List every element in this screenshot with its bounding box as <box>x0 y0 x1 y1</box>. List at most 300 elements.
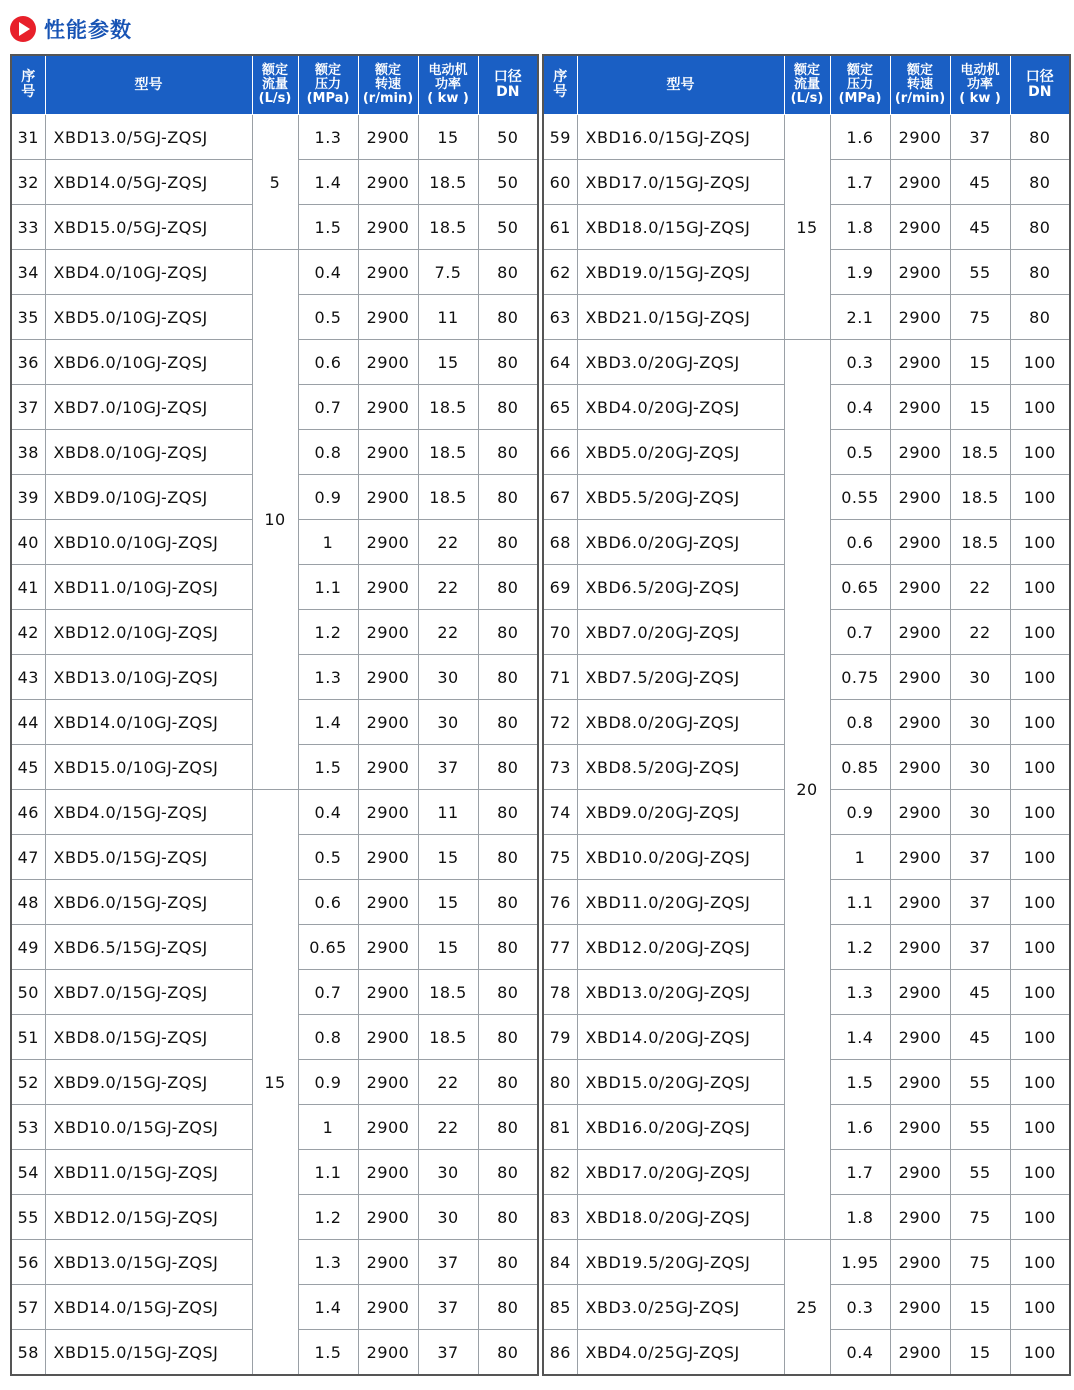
cell-seq: 59 <box>543 115 577 160</box>
cell-seq: 51 <box>11 1015 45 1060</box>
cell-seq: 38 <box>11 430 45 475</box>
header-seq <box>543 55 577 115</box>
cell-speed: 2900 <box>890 880 950 925</box>
cell-power: 30 <box>418 655 478 700</box>
cell-power: 18.5 <box>418 385 478 430</box>
header-seq-line: 序 <box>21 69 36 85</box>
cell-speed: 2900 <box>358 565 418 610</box>
section-title <box>10 12 132 46</box>
cell-pressure: 1.6 <box>830 115 890 160</box>
cell-speed: 2900 <box>890 655 950 700</box>
cell-pressure: 0.7 <box>298 970 358 1015</box>
cell-seq: 58 <box>11 1330 45 1376</box>
cell-model: XBD14.0/10GJ-ZQSJ <box>45 700 252 745</box>
header-dn <box>1010 55 1070 115</box>
cell-flow: 15 <box>252 790 298 1376</box>
header-model: 型号 <box>45 55 252 115</box>
cell-dn: 80 <box>478 295 538 340</box>
cell-seq: 67 <box>543 475 577 520</box>
cell-seq: 55 <box>11 1195 45 1240</box>
header-dn-line: DN <box>1028 84 1052 100</box>
table-row <box>11 250 538 295</box>
cell-model: XBD5.5/20GJ-ZQSJ <box>577 475 784 520</box>
section-title-text: 性能参数 <box>44 18 132 42</box>
cell-model: XBD19.5/20GJ-ZQSJ <box>577 1240 784 1285</box>
cell-power: 22 <box>950 610 1010 655</box>
cell-power: 37 <box>950 880 1010 925</box>
cell-dn: 100 <box>1010 700 1070 745</box>
cell-model: XBD11.0/20GJ-ZQSJ <box>577 880 784 925</box>
header-power <box>418 55 478 115</box>
cell-seq: 61 <box>543 205 577 250</box>
cell-speed: 2900 <box>358 160 418 205</box>
cell-speed: 2900 <box>890 385 950 430</box>
cell-speed: 2900 <box>890 160 950 205</box>
cell-model: XBD4.0/15GJ-ZQSJ <box>45 790 252 835</box>
header-speed-line: 转速 <box>906 77 933 92</box>
cell-speed: 2900 <box>358 925 418 970</box>
header-flow-line: 流量 <box>261 77 288 92</box>
cell-speed: 2900 <box>890 205 950 250</box>
cell-seq: 74 <box>543 790 577 835</box>
cell-model: XBD13.0/20GJ-ZQSJ <box>577 970 784 1015</box>
cell-speed: 2900 <box>890 1150 950 1195</box>
cell-power: 55 <box>950 250 1010 295</box>
cell-speed: 2900 <box>890 340 950 385</box>
cell-model: XBD15.0/10GJ-ZQSJ <box>45 745 252 790</box>
cell-dn: 100 <box>1010 520 1070 565</box>
cell-model: XBD10.0/10GJ-ZQSJ <box>45 520 252 565</box>
cell-model: XBD9.0/20GJ-ZQSJ <box>577 790 784 835</box>
cell-model: XBD3.0/20GJ-ZQSJ <box>577 340 784 385</box>
cell-seq: 86 <box>543 1330 577 1376</box>
cell-dn: 80 <box>478 1150 538 1195</box>
cell-speed: 2900 <box>890 565 950 610</box>
cell-speed: 2900 <box>358 115 418 160</box>
cell-flow: 20 <box>784 340 830 1240</box>
cell-pressure: 1.4 <box>298 700 358 745</box>
cell-pressure: 0.8 <box>298 430 358 475</box>
cell-seq: 34 <box>11 250 45 295</box>
cell-power: 75 <box>950 295 1010 340</box>
cell-model: XBD10.0/20GJ-ZQSJ <box>577 835 784 880</box>
cell-power: 30 <box>418 700 478 745</box>
cell-speed: 2900 <box>890 1105 950 1150</box>
cell-pressure: 0.55 <box>830 475 890 520</box>
cell-dn: 100 <box>1010 475 1070 520</box>
cell-speed: 2900 <box>358 1195 418 1240</box>
cell-model: XBD9.0/15GJ-ZQSJ <box>45 1060 252 1105</box>
cell-seq: 39 <box>11 475 45 520</box>
header-speed <box>358 55 418 115</box>
cell-speed: 2900 <box>890 430 950 475</box>
cell-dn: 80 <box>478 250 538 295</box>
header-pressure <box>298 55 358 115</box>
cell-seq: 43 <box>11 655 45 700</box>
cell-power: 45 <box>950 160 1010 205</box>
cell-pressure: 0.7 <box>830 610 890 655</box>
cell-dn: 80 <box>478 925 538 970</box>
cell-speed: 2900 <box>890 1060 950 1105</box>
cell-pressure: 1.9 <box>830 250 890 295</box>
header-flow <box>784 55 830 115</box>
cell-speed: 2900 <box>890 250 950 295</box>
cell-speed: 2900 <box>358 790 418 835</box>
cell-dn: 100 <box>1010 565 1070 610</box>
cell-seq: 37 <box>11 385 45 430</box>
cell-dn: 80 <box>478 1060 538 1105</box>
cell-dn: 80 <box>478 565 538 610</box>
header-dn-line: 口径 <box>493 69 522 85</box>
cell-speed: 2900 <box>358 385 418 430</box>
cell-speed: 2900 <box>358 250 418 295</box>
cell-speed: 2900 <box>358 970 418 1015</box>
cell-speed: 2900 <box>890 1015 950 1060</box>
cell-pressure: 1.4 <box>298 160 358 205</box>
cell-pressure: 1.2 <box>830 925 890 970</box>
cell-speed: 2900 <box>890 610 950 655</box>
cell-power: 30 <box>418 1150 478 1195</box>
cell-power: 15 <box>418 880 478 925</box>
cell-dn: 80 <box>1010 205 1070 250</box>
cell-seq: 82 <box>543 1150 577 1195</box>
cell-speed: 2900 <box>890 745 950 790</box>
header-flow-line: 额定 <box>793 63 820 78</box>
cell-power: 18.5 <box>950 520 1010 565</box>
header-flow-line: 流量 <box>793 77 820 92</box>
cell-seq: 71 <box>543 655 577 700</box>
cell-model: XBD12.0/15GJ-ZQSJ <box>45 1195 252 1240</box>
cell-seq: 69 <box>543 565 577 610</box>
cell-model: XBD4.0/25GJ-ZQSJ <box>577 1330 784 1376</box>
cell-pressure: 1.3 <box>298 655 358 700</box>
cell-model: XBD16.0/20GJ-ZQSJ <box>577 1105 784 1150</box>
cell-seq: 70 <box>543 610 577 655</box>
header-power-line: 电动机 <box>960 63 1000 78</box>
cell-seq: 40 <box>11 520 45 565</box>
header-pressure-line: 压力 <box>846 77 873 92</box>
spec-table-right <box>542 54 1071 1376</box>
table-row <box>11 115 538 160</box>
cell-seq: 41 <box>11 565 45 610</box>
cell-pressure: 0.7 <box>298 385 358 430</box>
cell-power: 45 <box>950 970 1010 1015</box>
cell-model: XBD15.0/5GJ-ZQSJ <box>45 205 252 250</box>
cell-seq: 72 <box>543 700 577 745</box>
cell-power: 45 <box>950 1015 1010 1060</box>
cell-model: XBD13.0/5GJ-ZQSJ <box>45 115 252 160</box>
cell-speed: 2900 <box>890 970 950 1015</box>
cell-speed: 2900 <box>358 520 418 565</box>
cell-speed: 2900 <box>358 745 418 790</box>
cell-dn: 80 <box>478 655 538 700</box>
cell-seq: 47 <box>11 835 45 880</box>
cell-pressure: 1.2 <box>298 610 358 655</box>
header-dn-line: DN <box>496 84 520 100</box>
cell-dn: 100 <box>1010 925 1070 970</box>
cell-power: 15 <box>950 385 1010 430</box>
cell-pressure: 1.1 <box>830 880 890 925</box>
cell-model: XBD15.0/20GJ-ZQSJ <box>577 1060 784 1105</box>
cell-speed: 2900 <box>890 1240 950 1285</box>
cell-flow: 25 <box>784 1240 830 1376</box>
cell-seq: 64 <box>543 340 577 385</box>
cell-power: 15 <box>418 340 478 385</box>
cell-power: 30 <box>950 790 1010 835</box>
cell-pressure: 1.1 <box>298 1150 358 1195</box>
cell-model: XBD17.0/15GJ-ZQSJ <box>577 160 784 205</box>
cell-speed: 2900 <box>890 295 950 340</box>
cell-dn: 80 <box>478 475 538 520</box>
cell-dn: 80 <box>478 610 538 655</box>
cell-seq: 75 <box>543 835 577 880</box>
cell-pressure: 1.5 <box>298 1330 358 1376</box>
cell-model: XBD12.0/20GJ-ZQSJ <box>577 925 784 970</box>
cell-speed: 2900 <box>358 1150 418 1195</box>
cell-speed: 2900 <box>358 700 418 745</box>
cell-seq: 62 <box>543 250 577 295</box>
cell-model: XBD7.5/20GJ-ZQSJ <box>577 655 784 700</box>
cell-dn: 50 <box>478 205 538 250</box>
cell-seq: 73 <box>543 745 577 790</box>
cell-seq: 35 <box>11 295 45 340</box>
table-header-row <box>543 55 1070 115</box>
header-speed-line: (r/min) <box>894 91 946 106</box>
cell-pressure: 0.3 <box>830 1285 890 1330</box>
cell-dn: 100 <box>1010 1285 1070 1330</box>
cell-seq: 81 <box>543 1105 577 1150</box>
cell-speed: 2900 <box>890 1330 950 1376</box>
cell-model: XBD13.0/10GJ-ZQSJ <box>45 655 252 700</box>
cell-power: 18.5 <box>418 1015 478 1060</box>
cell-power: 75 <box>950 1195 1010 1240</box>
cell-dn: 80 <box>1010 115 1070 160</box>
cell-dn: 100 <box>1010 790 1070 835</box>
cell-dn: 100 <box>1010 655 1070 700</box>
cell-dn: 100 <box>1010 880 1070 925</box>
cell-model: XBD8.0/20GJ-ZQSJ <box>577 700 784 745</box>
cell-model: XBD19.0/15GJ-ZQSJ <box>577 250 784 295</box>
cell-speed: 2900 <box>358 1330 418 1376</box>
cell-seq: 46 <box>11 790 45 835</box>
header-flow-line: 额定 <box>261 63 288 78</box>
cell-dn: 80 <box>478 520 538 565</box>
cell-speed: 2900 <box>358 835 418 880</box>
cell-model: XBD6.5/20GJ-ZQSJ <box>577 565 784 610</box>
cell-pressure: 1.3 <box>830 970 890 1015</box>
header-pressure <box>830 55 890 115</box>
cell-power: 75 <box>950 1240 1010 1285</box>
cell-pressure: 0.8 <box>830 700 890 745</box>
cell-power: 22 <box>418 610 478 655</box>
cell-seq: 84 <box>543 1240 577 1285</box>
cell-flow: 10 <box>252 250 298 790</box>
cell-dn: 80 <box>478 430 538 475</box>
header-pressure-line: 额定 <box>314 63 341 78</box>
cell-seq: 65 <box>543 385 577 430</box>
cell-dn: 80 <box>478 1105 538 1150</box>
cell-model: XBD11.0/15GJ-ZQSJ <box>45 1150 252 1195</box>
cell-speed: 2900 <box>358 880 418 925</box>
cell-dn: 100 <box>1010 1060 1070 1105</box>
header-pressure-line: 额定 <box>846 63 873 78</box>
cell-power: 30 <box>950 655 1010 700</box>
cell-power: 15 <box>950 340 1010 385</box>
header-seq-line: 号 <box>21 84 36 100</box>
cell-pressure: 1.7 <box>830 160 890 205</box>
cell-model: XBD21.0/15GJ-ZQSJ <box>577 295 784 340</box>
cell-pressure: 0.65 <box>830 565 890 610</box>
cell-speed: 2900 <box>358 1105 418 1150</box>
cell-dn: 80 <box>478 880 538 925</box>
cell-pressure: 0.4 <box>298 250 358 295</box>
cell-speed: 2900 <box>890 835 950 880</box>
cell-pressure: 1.2 <box>298 1195 358 1240</box>
spec-table-left <box>10 54 539 1376</box>
cell-pressure: 0.4 <box>298 790 358 835</box>
cell-pressure: 1.3 <box>298 1240 358 1285</box>
cell-model: XBD15.0/15GJ-ZQSJ <box>45 1330 252 1376</box>
cell-dn: 100 <box>1010 1330 1070 1376</box>
cell-speed: 2900 <box>890 790 950 835</box>
cell-pressure: 0.9 <box>298 475 358 520</box>
header-speed-line: (r/min) <box>362 91 414 106</box>
cell-pressure: 1.4 <box>298 1285 358 1330</box>
header-pressure-line: 压力 <box>314 77 341 92</box>
cell-power: 15 <box>418 115 478 160</box>
cell-dn: 100 <box>1010 835 1070 880</box>
header-dn-line: 口径 <box>1025 69 1054 85</box>
cell-power: 45 <box>950 205 1010 250</box>
cell-seq: 78 <box>543 970 577 1015</box>
header-power <box>950 55 1010 115</box>
table-row <box>11 790 538 835</box>
table-header-row <box>11 55 538 115</box>
cell-model: XBD14.0/5GJ-ZQSJ <box>45 160 252 205</box>
cell-power: 22 <box>418 520 478 565</box>
cell-power: 37 <box>418 1285 478 1330</box>
cell-seq: 56 <box>11 1240 45 1285</box>
cell-seq: 68 <box>543 520 577 565</box>
cell-pressure: 0.9 <box>830 790 890 835</box>
cell-dn: 50 <box>478 160 538 205</box>
header-seq-line: 号 <box>553 84 568 100</box>
cell-dn: 100 <box>1010 385 1070 430</box>
cell-pressure: 0.9 <box>298 1060 358 1105</box>
cell-seq: 49 <box>11 925 45 970</box>
cell-dn: 80 <box>478 1240 538 1285</box>
cell-dn: 100 <box>1010 1240 1070 1285</box>
cell-power: 11 <box>418 295 478 340</box>
cell-dn: 80 <box>478 790 538 835</box>
cell-dn: 100 <box>1010 1105 1070 1150</box>
cell-model: XBD14.0/15GJ-ZQSJ <box>45 1285 252 1330</box>
cell-seq: 63 <box>543 295 577 340</box>
cell-model: XBD4.0/20GJ-ZQSJ <box>577 385 784 430</box>
cell-pressure: 1.5 <box>298 745 358 790</box>
cell-model: XBD6.0/20GJ-ZQSJ <box>577 520 784 565</box>
cell-model: XBD7.0/10GJ-ZQSJ <box>45 385 252 430</box>
cell-model: XBD3.0/25GJ-ZQSJ <box>577 1285 784 1330</box>
cell-speed: 2900 <box>358 1060 418 1105</box>
cell-speed: 2900 <box>890 925 950 970</box>
cell-seq: 60 <box>543 160 577 205</box>
cell-model: XBD6.0/10GJ-ZQSJ <box>45 340 252 385</box>
cell-power: 15 <box>950 1330 1010 1376</box>
cell-seq: 48 <box>11 880 45 925</box>
cell-power: 37 <box>950 925 1010 970</box>
cell-power: 37 <box>418 1330 478 1376</box>
cell-speed: 2900 <box>358 295 418 340</box>
cell-seq: 50 <box>11 970 45 1015</box>
cell-seq: 85 <box>543 1285 577 1330</box>
cell-dn: 100 <box>1010 610 1070 655</box>
cell-model: XBD6.0/15GJ-ZQSJ <box>45 880 252 925</box>
cell-power: 37 <box>950 115 1010 160</box>
cell-pressure: 1 <box>298 1105 358 1150</box>
cell-seq: 33 <box>11 205 45 250</box>
cell-pressure: 0.3 <box>830 340 890 385</box>
cell-model: XBD4.0/10GJ-ZQSJ <box>45 250 252 295</box>
cell-dn: 80 <box>478 1330 538 1376</box>
cell-dn: 80 <box>478 340 538 385</box>
cell-model: XBD8.5/20GJ-ZQSJ <box>577 745 784 790</box>
header-dn <box>478 55 538 115</box>
cell-power: 37 <box>418 745 478 790</box>
cell-seq: 31 <box>11 115 45 160</box>
cell-speed: 2900 <box>358 475 418 520</box>
header-seq-line: 序 <box>553 69 568 85</box>
cell-seq: 83 <box>543 1195 577 1240</box>
header-speed-line: 转速 <box>374 77 401 92</box>
cell-power: 18.5 <box>418 430 478 475</box>
cell-power: 22 <box>418 1060 478 1105</box>
cell-model: XBD7.0/15GJ-ZQSJ <box>45 970 252 1015</box>
cell-speed: 2900 <box>890 1285 950 1330</box>
cell-model: XBD7.0/20GJ-ZQSJ <box>577 610 784 655</box>
cell-dn: 100 <box>1010 430 1070 475</box>
cell-model: XBD18.0/20GJ-ZQSJ <box>577 1195 784 1240</box>
cell-dn: 80 <box>478 1015 538 1060</box>
cell-seq: 53 <box>11 1105 45 1150</box>
cell-pressure: 0.85 <box>830 745 890 790</box>
cell-pressure: 0.5 <box>298 835 358 880</box>
cell-speed: 2900 <box>358 655 418 700</box>
header-pressure-line: (MPa) <box>838 91 882 106</box>
cell-seq: 80 <box>543 1060 577 1105</box>
cell-seq: 54 <box>11 1150 45 1195</box>
cell-pressure: 0.6 <box>298 340 358 385</box>
cell-dn: 100 <box>1010 1195 1070 1240</box>
cell-power: 22 <box>418 565 478 610</box>
cell-power: 18.5 <box>418 205 478 250</box>
cell-model: XBD8.0/15GJ-ZQSJ <box>45 1015 252 1060</box>
cell-seq: 44 <box>11 700 45 745</box>
header-flow-line: (L/s) <box>790 91 824 106</box>
cell-power: 30 <box>418 1195 478 1240</box>
cell-model: XBD12.0/10GJ-ZQSJ <box>45 610 252 655</box>
cell-pressure: 0.6 <box>830 520 890 565</box>
cell-pressure: 1.3 <box>298 115 358 160</box>
cell-seq: 57 <box>11 1285 45 1330</box>
cell-seq: 36 <box>11 340 45 385</box>
cell-model: XBD11.0/10GJ-ZQSJ <box>45 565 252 610</box>
cell-model: XBD16.0/15GJ-ZQSJ <box>577 115 784 160</box>
cell-seq: 79 <box>543 1015 577 1060</box>
cell-dn: 100 <box>1010 970 1070 1015</box>
cell-pressure: 0.5 <box>830 430 890 475</box>
cell-dn: 80 <box>478 385 538 430</box>
